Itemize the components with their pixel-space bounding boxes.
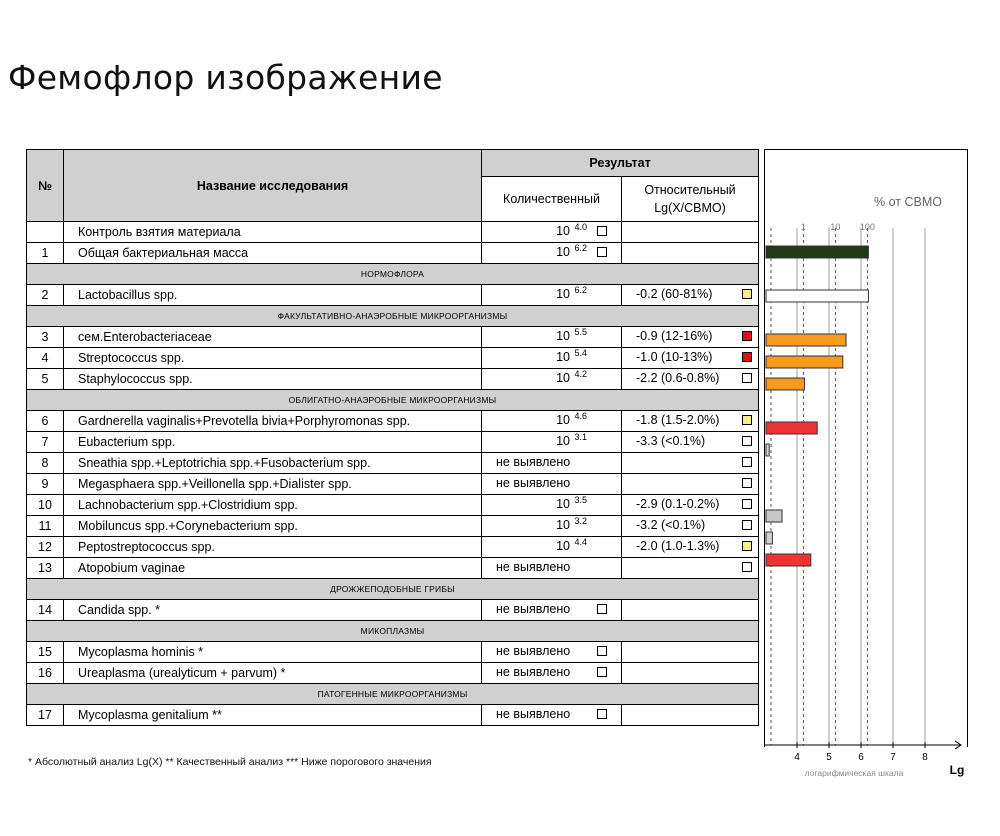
- row-number: 14: [27, 600, 64, 621]
- chart-bar: [766, 356, 843, 368]
- row-number: 4: [27, 348, 64, 369]
- col-header-no: №: [27, 150, 64, 222]
- quantity-base: 10: [556, 434, 570, 448]
- col-header-quant: Количественный: [482, 177, 622, 222]
- not-detected-text: не выявлено: [496, 455, 571, 469]
- quantity-base: 10: [556, 371, 570, 385]
- row-number: 17: [27, 705, 64, 726]
- row-number: 16: [27, 663, 64, 684]
- relative-value: -3.3 (<0.1%): [636, 434, 706, 448]
- section-label: ОБЛИГАТНО-АНАЭРОБНЫЕ МИКРООРГАНИЗМЫ: [27, 390, 759, 411]
- test-name: Peptostreptococcus spp.: [64, 537, 482, 558]
- test-name: Candida spp. *: [64, 600, 482, 621]
- test-name: Eubacterium spp.: [64, 432, 482, 453]
- row-number: 9: [27, 474, 64, 495]
- chart-bar: [766, 444, 769, 456]
- quantity-exponent: 3.1: [574, 432, 587, 442]
- quantity-exponent: 3.5: [574, 495, 587, 505]
- relative-value: -2.0 (1.0-1.3%): [636, 539, 720, 553]
- test-name: Ureaplasma (urealyticum + parvum) *: [64, 663, 482, 684]
- test-name: Staphylococcus spp.: [64, 369, 482, 390]
- chart-bar: [766, 532, 772, 544]
- col-header-rel: Относительный Lg(X/CBMO): [622, 177, 759, 222]
- top-tick-label: 10: [830, 222, 841, 232]
- not-detected-text: не выявлено: [496, 602, 571, 616]
- page-title: Фемофлор изображение: [8, 58, 443, 97]
- quantity-exponent: 4.0: [574, 222, 587, 232]
- x-tick-label: 4: [794, 752, 800, 763]
- quantity-base: 10: [556, 287, 570, 301]
- test-name: Streptococcus spp.: [64, 348, 482, 369]
- test-name: Mobiluncus spp.+Corynebacterium spp.: [64, 516, 482, 537]
- section-label: ФАКУЛЬТАТИВНО-АНАЭРОБНЫЕ МИКРООРГАНИЗМЫ: [27, 306, 759, 327]
- relative-value: -1.8 (1.5-2.0%): [636, 413, 720, 427]
- chart-bar: [766, 422, 817, 434]
- relative-value: -1.0 (10-13%): [636, 350, 713, 364]
- row-number: 12: [27, 537, 64, 558]
- axis-unit-label: Lg: [949, 763, 965, 777]
- test-name: Lactobacillus spp.: [64, 285, 482, 306]
- relative-value: -2.2 (0.6-0.8%): [636, 371, 720, 385]
- row-number: 8: [27, 453, 64, 474]
- row-number: 2: [27, 285, 64, 306]
- x-tick-label: 5: [826, 752, 832, 763]
- quantity-base: 10: [556, 518, 570, 532]
- quantity-base: 10: [556, 329, 570, 343]
- quantity-base: 10: [556, 497, 570, 511]
- chart-title: % от СВМО: [874, 195, 942, 209]
- test-name: Atopobium vaginae: [64, 558, 482, 579]
- quantity-base: 10: [556, 413, 570, 427]
- test-name: Mycoplasma hominis *: [64, 642, 482, 663]
- quantity-exponent: 5.5: [574, 327, 587, 337]
- test-name: Mycoplasma genitalium **: [64, 705, 482, 726]
- chart-bar: [766, 290, 868, 302]
- top-tick-label: 1: [800, 222, 806, 232]
- row-number: 7: [27, 432, 64, 453]
- x-tick-label: 8: [922, 752, 928, 763]
- row-number: 10: [27, 495, 64, 516]
- col-header-result: Результат: [482, 150, 759, 177]
- quantity-exponent: 3.2: [574, 516, 587, 526]
- test-name: Общая бактериальная масса: [64, 243, 482, 264]
- quantity-exponent: 4.2: [574, 369, 587, 379]
- quantity-exponent: 4.4: [574, 537, 587, 547]
- quantity-exponent: 4.6: [574, 411, 587, 421]
- quantity-base: 10: [556, 224, 570, 238]
- section-label: ПАТОГЕННЫЕ МИКРООРГАНИЗМЫ: [27, 684, 759, 705]
- quantity-exponent: 6.2: [574, 285, 587, 295]
- relative-value: -3.2 (<0.1%): [636, 518, 706, 532]
- quantity-base: 10: [556, 245, 570, 259]
- test-name: Lachnobacterium spp.+Clostridium spp.: [64, 495, 482, 516]
- row-number: 6: [27, 411, 64, 432]
- x-axis-label: логарифмическая шкала: [804, 768, 904, 778]
- quantity-exponent: 5.4: [574, 348, 587, 358]
- test-name: Контроль взятия материала: [64, 222, 482, 243]
- row-number: 13: [27, 558, 64, 579]
- not-detected-text: не выявлено: [496, 560, 571, 574]
- chart-bar: [766, 510, 782, 522]
- x-tick-label: 7: [890, 752, 896, 763]
- not-detected-text: не выявлено: [496, 644, 571, 658]
- test-name: Sneathia spp.+Leptotrichia spp.+Fusobacterium spp.: [64, 453, 482, 474]
- col-header-name: Название исследования: [64, 150, 482, 222]
- top-tick-label: 100: [859, 222, 875, 232]
- chart-bar: [766, 378, 804, 390]
- chart-bar: [766, 334, 846, 346]
- not-detected-text: не выявлено: [496, 476, 571, 490]
- row-number: 15: [27, 642, 64, 663]
- relative-value: -0.9 (12-16%): [636, 329, 713, 343]
- row-number: 3: [27, 327, 64, 348]
- row-number: 5: [27, 369, 64, 390]
- section-label: ДРОЖЖЕПОДОБНЫЕ ГРИБЫ: [27, 579, 759, 600]
- test-name: Megasphaera spp.+Veillonella spp.+Dialister spp.: [64, 474, 482, 495]
- relative-value: -2.9 (0.1-0.2%): [636, 497, 720, 511]
- row-number: 11: [27, 516, 64, 537]
- x-tick-label: 6: [858, 752, 864, 763]
- not-detected-text: не выявлено: [496, 665, 571, 679]
- quantity-exponent: 6.2: [574, 243, 587, 253]
- chart-bar: [766, 246, 868, 258]
- footnote: * Абсолютный анализ Lg(X) ** Качественный анализ *** Ниже порогового значения: [28, 756, 432, 768]
- row-number: 1: [27, 243, 64, 264]
- relative-value: -0.2 (60-81%): [636, 287, 713, 301]
- chart-bar: [766, 554, 811, 566]
- test-name: сем.Enterobacteriaceae: [64, 327, 482, 348]
- not-detected-text: не выявлено: [496, 707, 571, 721]
- quantity-base: 10: [556, 350, 570, 364]
- quantity-base: 10: [556, 539, 570, 553]
- section-label: МИКОПЛАЗМЫ: [27, 621, 759, 642]
- test-name: Gardnerella vaginalis+Prevotella bivia+Porphyromonas spp.: [64, 411, 482, 432]
- section-label: НОРМОФЛОРА: [27, 264, 759, 285]
